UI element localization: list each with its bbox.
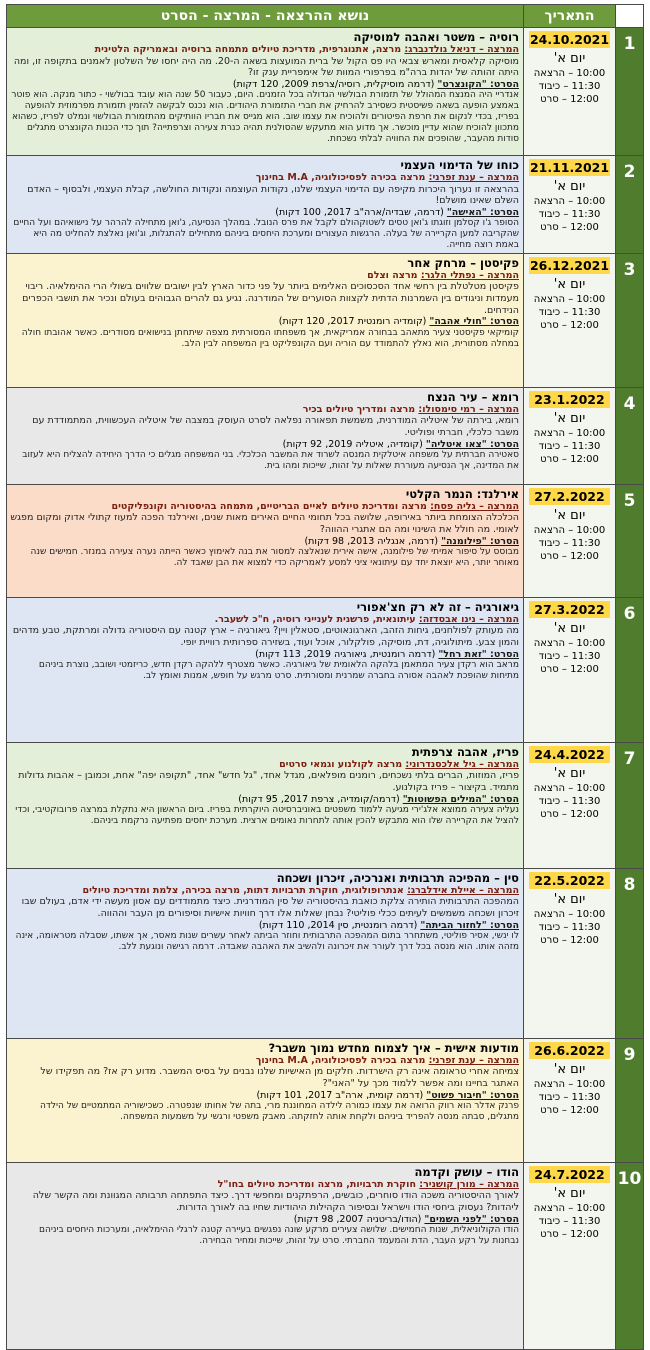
film-line [10, 207, 519, 219]
table-row [7, 1162, 644, 1349]
lecturer-info: מרצה ומדריכת טיולים לאיים הבריטיים, מתמחה בהיסטוריה וקונפליקטים [111, 500, 431, 512]
schedule-line: 12:00 – סרט [540, 550, 599, 562]
schedule-line: 12:00 – סרט [540, 222, 599, 233]
row-number: 2 [616, 156, 644, 254]
date-cell [524, 253, 616, 387]
day-label: יום א' [553, 179, 586, 194]
film-title: הסרט: "חולי אהבה" [429, 316, 519, 328]
lecturer-name: המרצה – נפתלי הלגר: [420, 269, 519, 281]
lecturer-info: אנתרופולוגית, חוקרת תרבויות דתות, מרצה בכירה, צלמת ומדריכת טיולים [82, 884, 408, 896]
schedule-line: 11:30 – כיבוד [538, 650, 601, 662]
lecturer-name: המרצה – איילת אידלברג: [407, 884, 519, 896]
film-line [10, 439, 519, 451]
film-title: הסרט: "הקונצרט" [437, 78, 519, 90]
row-number: 3 [616, 253, 644, 387]
date-cell [524, 742, 616, 868]
day-label: יום א' [553, 620, 586, 636]
schedule-line: 12:00 – סרט [540, 1104, 599, 1116]
lecturer-name: המרצה – מורן קושניר: [419, 1178, 519, 1190]
date-cell [524, 1162, 616, 1349]
lecturer-name: המרצה – גליה פסח: [430, 500, 519, 512]
schedule-line: 11:30 – כיבוד [538, 921, 601, 933]
table-row [7, 387, 644, 484]
date-cell [524, 484, 616, 597]
lecturer-name: המרצה – ענת זפרני: [428, 172, 519, 183]
lecturer-info: מרצה ומדריך טיולים בכיר [302, 403, 419, 415]
date-cell [524, 1038, 616, 1162]
topic-cell [7, 28, 524, 156]
film-meta: (דרמה רומנטית, גיאורגיה 2019, 113 דקות) [255, 648, 439, 660]
schedule-line: 11:30 – כיבוד [538, 795, 601, 807]
lecture-description: בהרצאה זו נערוך היכרות מקיפה עם הדימוי העצמי שלנו, נקודות העוצמה ונקודות החולשה, קבלת העצמי, ולבסוף – האדם השלם שאינו מושלם! [27, 183, 519, 207]
lecture-title: פקיסטן – מרחק אחר [407, 255, 519, 270]
table-row [7, 1038, 644, 1162]
schedule-line: 11:30 – כיבוד [538, 1091, 601, 1103]
table-row [7, 597, 644, 742]
day-label: יום א' [553, 1185, 586, 1201]
schedule-line: 12:00 – סרט [540, 934, 599, 946]
lecturer-line [10, 885, 519, 897]
film-title: הסרט: "זאת רחל" [438, 648, 519, 660]
row-number: 8 [616, 868, 644, 1038]
schedule-table [6, 4, 644, 1350]
film-title: הסרט: "פילומנה" [441, 535, 519, 547]
lecture-description: הכלכלה הצומחת ביותר באירופה, שלושה בכל תחומי החיים האירים מאות שנים, ואירלנד הפכה למעוז קתולי אדוק ומקום מפגש לאומי. מה חולל את השינוי ומה הם אתגרי ההווה? [10, 512, 519, 535]
film-line [10, 1090, 519, 1102]
schedule-line: 12:00 – סרט [540, 808, 599, 820]
lecturer-line [10, 44, 519, 56]
schedule-line: 11:30 – כיבוד [538, 440, 601, 452]
day-label: יום א' [553, 1061, 586, 1077]
schedule-line: 11:30 – כיבוד [538, 81, 601, 92]
schedule-line: 11:30 – כיבוד [538, 306, 601, 318]
lecture-title: מודעות אישית – איך לצמוח מחדש נמוך משבר? [268, 1040, 519, 1055]
topic-cell [7, 1162, 524, 1349]
film-line [10, 920, 519, 932]
lecturer-line [10, 1179, 519, 1191]
film-description: הסופר ג'ו קסלמן וזוגתו ג'ואן טסים לשטוקהולם לקבל את פרס הנובל. במהלך הנסיעה, ג'ואן מתחילה להרהר על נישואיהם ועל החיים שהקריבה למען הקריירה של בעלה. הרגשות העצורים ומערכת היחסים ביניהם מתחילים להתגלות, וג'ואן נאלצת להחליט מה היא באמת רוצה מחייה. [13, 218, 519, 250]
row-number: 6 [616, 597, 644, 742]
lecturer-line [10, 270, 519, 282]
lecture-title: רומא – עיר הנצח [427, 389, 519, 404]
lecture-description: לאורך ההיסטוריה משכה הודו סוחרים, כובשים, הרפתקנים ומחפשי דרך. כיצד התפתחה תרבותה המגוונת ומה הקשר שלה ליהדות? נעסוק ביחסי הודו וישראל ובסיפור הקהילות היהודיות שחיו בה לאורך הדורות. [32, 1190, 519, 1213]
lecturer-info: עיתונאית, פרשנית לענייני רוסיה, ח"כ לשעבר. [214, 613, 419, 625]
film-title: הסרט: "המילים הפשוטות" [402, 793, 519, 805]
film-title: הסרט: "לפני השמים" [424, 1213, 519, 1225]
topic-cell [7, 868, 524, 1038]
date-badge: 21.11.2021 [529, 160, 610, 175]
date-cell [524, 868, 616, 1038]
schedule-line: 12:00 – סרט [540, 663, 599, 675]
lecturer-name: המרצה – דניאל גולדנברג: [404, 44, 519, 55]
film-description: מבוסס על סיפור אמיתי של פילומנה, אישה אירית שנאלצה למסור את בנה לאימוץ כאשר הייתה נערה צעירה במנזר. חמישים שנה מאוחר יותר, היא יוצאת יחד עם עיתונאי ציני למסע לאמריקה כדי למצוא את הבן שאבד לה. [30, 547, 519, 568]
topic-cell [7, 1038, 524, 1162]
schedule-line: 10:00 – הרצאה [533, 524, 606, 536]
schedule-line: 12:00 – סרט [540, 94, 599, 105]
lecture-description: פקיסטן מטלטלת בין רחשי אחד הסכסוכים האלימים ביותר על פני כדור הארץ לבין ישובים שלווים בשולי הרי ההימלאיה. ריבוי מעמדות וניגודים בין השמרנות הדתית לקצוות הסוערים של המודרנה. נגיע גם להרים הגבוהים בעולם ונכיר את תושבי הכפרים הנידחים. [22, 281, 519, 316]
topic-cell [7, 253, 524, 387]
topic-cell [7, 742, 524, 868]
film-meta: (דרמה, שבדיה/ארה"ב 2017, 100 דקות) [275, 206, 447, 218]
film-meta: (דרמה מוסיקלית, רוסיה/צרפת 2009, 120 דקות) [232, 78, 438, 90]
film-line [10, 536, 519, 548]
date-badge: 24.10.2021 [529, 32, 610, 47]
schedule-line: 10:00 – הרצאה [533, 1202, 606, 1214]
date-badge: 26.12.2021 [529, 257, 610, 273]
film-description: אנדריי היה המנצח המהולל של תזמורת הבולשוי הגדולה בכל הזמנים. היום, כעבור 50 שנה הוא עובד בבולשוי - כתור מנקה. הוא פוטר באמצע הופעה בשאה פשיסטית כשסירב להרחיק את חברי התזמורת היהודים. הוא נכנס לבקשה להזמין תזמורת מפרמוזית להופעה בפריז, בכדי לנקום את חרפת הפיטורים ולהוכיח את עצמו שוב. הוא מגייס את חבריו הוותיקים מהתזמורת הבולשוי ונמלט לפריז, כשהוא מתכוון להוכיח שהוא עדיין מוכשר. אך מדוע הוא מתעקש שהסולנית תהיה כנרת צעירה וצרפתייה? תוך כדי הכנות הקונצרט מתגלים סודות מהעבר, שהופכים את החוויה לבלתי נשכחת. [11, 90, 519, 144]
date-badge: 24.7.2022 [529, 1166, 610, 1183]
lecture-description: המהפכה התרבותית הותירה צלקת כואבת בהיסטוריה של סין המודרנית. כיצד מתמודדים עם אסון מעשה ידי אדם, בעולם שבו זיכרון ושכחה משמשים לעיתים ככלי פוליטי? נבחן שאלות אלו דרך חוויות אישיות וסיפורים מן העבר וההווה. [21, 896, 519, 919]
schedule-line: 12:00 – סרט [540, 319, 599, 331]
schedule-line: 10:00 – הרצאה [533, 637, 606, 649]
schedule-line: 10:00 – הרצאה [533, 782, 606, 794]
lecture-description: מוסיקה קלאסית ומארש צבאי היו פס הקול של ברית המועצות בשאה ה-20. מה היה יחסו של השלטון לאמנים בתקופה זו, ומה היתה זהותה של יהדות ברה"מ בפרפורי המוות של אימפריית ענק זו? [13, 55, 519, 79]
lecturer-info: מרצה בכירה לפסיכולוגיה, M.A בחינוך [255, 172, 429, 183]
topic-cell [7, 156, 524, 254]
table-row [7, 253, 644, 387]
date-cell [524, 597, 616, 742]
table-row [7, 156, 644, 254]
lecturer-line [10, 172, 519, 184]
film-line [10, 316, 519, 328]
lecture-title: רוסיה – משטר ואהבה למוסיקה [353, 30, 519, 44]
table-row [7, 868, 644, 1038]
day-label: יום א' [553, 410, 586, 426]
film-description: מראב הוא רקדן צעיר המתאמן בלהקה הלאומית של גיאורגיה. כאשר מצטרף ללהקה רקדן חדש, כריזמטי ושובב, נוצרת ביניהם מתיחות שהופכת לאהבה אסורה בחברה שמרנית ומסורתית. סרט מרגש על חופש, אמנות ואומץ לב. [38, 660, 519, 681]
header-date: התאריך [524, 5, 616, 28]
row-number: 10 [616, 1162, 644, 1349]
lecturer-name: המרצה – ענת זפרני: [428, 1054, 519, 1066]
lecture-title: סין – מהפיכה תרבותית ואנרכיה, זיכרון ושכחה [276, 870, 519, 885]
film-title: הסרט: "האישה" [446, 206, 519, 218]
film-meta: (דרמה קומית, ארה"ב 2017, 101 דקות) [256, 1089, 427, 1101]
header-number-cell [616, 5, 644, 28]
topic-cell [7, 484, 524, 597]
schedule-line: 12:00 – סרט [540, 1228, 599, 1240]
lecture-title: פריז, אהבה צרפתית [411, 744, 519, 759]
lecturer-name: המרצה – נינו אבסדזה: [418, 613, 519, 625]
film-meta: (דרמה, אנגליה 2013, 98 דקות) [304, 535, 442, 547]
date-badge: 27.2.2022 [529, 488, 610, 505]
schedule-line: 11:30 – כיבוד [538, 209, 601, 220]
row-number: 4 [616, 387, 644, 484]
date-badge: 22.5.2022 [529, 872, 610, 889]
lecture-title: גיאורגיה – זה לא רק חצ'אפורי [356, 599, 519, 614]
lecturer-info: מרצה בכירה לפסיכולוגיה, M.A בחינוך [255, 1054, 429, 1066]
table-row [7, 742, 644, 868]
film-line [10, 79, 519, 91]
lecture-title: הודו – עושק וקדמה [414, 1164, 519, 1179]
film-title: הסרט: "לחזור הביתה" [420, 919, 519, 931]
film-description: פרנק אדלר הוא רווק הרואה את עצמו כמורה לילדה המחוננת מרי, בתה של אחותו שנפטרה. כשכישוריה המתמטיים של הילדה מתגלים, סבתה מנסה להפריד ביניהם ולקחת אותה לחזקתה. מאבק משפטי ורגשי על משמעות המשפחה. [40, 1101, 519, 1122]
schedule-line: 10:00 – הרצאה [533, 293, 606, 305]
film-meta: (קומדיה, איטליה 2019, 92 דקות) [282, 438, 426, 450]
lecture-description: פריז, המוזות, הברים בלתי נשכחים, רומנים מופלאים, מגדל אחד, "גל חדש" אחד, "תקופה יפה" אחת, וכמובן – אהבות גדולות מתמיד. בקיצור – פריז בקולנוע. [18, 770, 519, 793]
lecture-title: כוחו של הדימוי העצמי [400, 158, 519, 172]
lecturer-name: המרצה – גיל אלכסנדרוני: [405, 758, 519, 770]
lecturer-line [10, 501, 519, 513]
film-title: הסרט: "צאו איטליה" [425, 438, 519, 450]
schedule-line: 10:00 – הרצאה [533, 1078, 606, 1090]
lecture-title: אירלנד: הנמר הקלטי [405, 486, 519, 501]
lecturer-line [10, 1055, 519, 1067]
film-meta: (הודו/בריטניה 2007, 98 דקות) [293, 1213, 425, 1225]
film-line [10, 649, 519, 661]
film-meta: (דרמה/קומדיה, צרפת 2017, 95 דקות) [238, 793, 403, 805]
lecturer-info: מרצה וצלם [367, 269, 421, 281]
date-badge: 27.3.2022 [529, 601, 610, 618]
film-description: קומיקאי פקיסטני צעיר מתאהב בבחורה אמריקאית, אך משפחתו המסורתית מצפה שיתחתן בנישואים מסודרים. כאשר אהובתו חולה במחלה מסתורית, הוא נאלץ להתמודד עם הוריה ועם הקונפליקט בין המשפחה לבין הלב. [21, 327, 519, 349]
table-row [7, 484, 644, 597]
lecture-description: רומא, בירתה של איטליה המודרנית, משמשת תפאורה נפלאה לסרט העוסק במצבה של איטליה העכשווית, המתמודדת עם משבר כלכלי, חברתי ופוליטי. [32, 415, 519, 438]
row-number: 1 [616, 28, 644, 156]
schedule-line: 10:00 – הרצאה [533, 196, 606, 207]
day-label: יום א' [553, 765, 586, 781]
day-label: יום א' [553, 276, 586, 292]
row-number: 7 [616, 742, 644, 868]
film-description: הודו הקולוניאלית, שנות החמישים. שלושה צעירים מרקע שונה נפגשים בעיירה קטנה לרגלי ההימלאיה, ומערכות היחסים ביניהם נבחנות על רקע העבר, הדת והמעמד החברתי. סרט על זהות, שייכות ומחיר הבחירה. [39, 1225, 519, 1246]
schedule-line: 11:30 – כיבוד [538, 537, 601, 549]
film-meta: (דרמה רומנטית, סין 2014, 110 דקות) [258, 919, 421, 931]
lecturer-name: המרצה – רמי סימסולו: [418, 403, 519, 415]
schedule-line: 12:00 – סרט [540, 453, 599, 465]
day-label: יום א' [553, 507, 586, 523]
day-label: יום א' [553, 891, 586, 907]
lecturer-info: מרצה, אתנוגרפית, מדריכת טיולים מתמחה ברוסיה ובאמריקה הלטינית [94, 44, 405, 55]
date-badge: 24.4.2022 [529, 746, 610, 763]
schedule-line: 10:00 – הרצאה [533, 427, 606, 439]
film-title: הסרט: "חיבור פשוט" [426, 1089, 519, 1101]
header-row [7, 5, 644, 28]
film-line [10, 794, 519, 806]
date-cell [524, 156, 616, 254]
film-description: נעליה צעירה ממוצא אלג'ירי מגיעה ללמוד משפטים באוניברסיטה היוקרתית בפריז. ביום הראשון היא נתקלת במרצה פרובוקטיבי, וכדי להציל את הקריירה שלו הוא מתבקש להכין אותה לתחרות נאומים ארצית. מערכת יחסים מפתיעה נרקמת ביניהם. [15, 805, 519, 826]
topic-cell [7, 597, 524, 742]
schedule-line: 11:30 – כיבוד [538, 1215, 601, 1227]
date-badge: 23.1.2022 [529, 391, 610, 408]
day-label: יום א' [553, 51, 586, 66]
row-number: 9 [616, 1038, 644, 1162]
film-line [10, 1214, 519, 1226]
topic-cell [7, 387, 524, 484]
table-row [7, 28, 644, 156]
lecture-description: צמיחה אחרי טראומה אינה רק הישרדות. חלקים מן האישיות שלנו נבנים על בסיס המשבר. מדוע רק אז? מה תפקידו של האתגר בחיינו ומה אפשר ללמוד מכך על "האני"? [40, 1066, 519, 1089]
lecturer-line [10, 614, 519, 626]
film-meta: (קומדיה רומנטית 2017, 120 דקות) [278, 316, 430, 328]
lecturer-info: חוקרת תרבויות, מרצה ומדריכת טיולים בחו"ל [217, 1178, 420, 1190]
film-description: לו ינשי, אסיר פוליטי, משתחרר בתום המהפכה התרבותית וחוזר הביתה לאחר עשרים שנות מאסר, אך אשתו, שסבלה מטראומה, אינה מזהה אותו. הוא מנסה בכל דרך לעורר את זיכרונה ולהשיב את האהבה שאבדה. דרמה רגישה ונוגעת ללב. [15, 931, 519, 952]
lecture-description: מה מעותק לפולחנים, גיחות הזהב, הארגונאוטים, סטאלין ויין? גיאורגיה – ארץ קטנה עם היסטוריה גדולה ומרתקת, טבע מדהים והמון צבע. מיתולוגיה, דת, מוסיקה, פולקלור, אוכל ועוד, בשזירה ספרותית רוויית יופי. [12, 625, 519, 648]
lecturer-line [10, 404, 519, 416]
film-description: סאטירה חברתית על משפחה איטלקית המנסה לשרוד את המשבר הכלכלי. בני המשפחה מגלים כי הדרך היחידה להצליח היא לעזוב את המדינה, אך הנסיעה מעוררת שאלות על זהות, שייכות ומהו בית. [22, 450, 519, 471]
lecturer-line [10, 759, 519, 771]
date-cell [524, 28, 616, 156]
row-number: 5 [616, 484, 644, 597]
schedule-line: 10:00 – הרצאה [533, 68, 606, 79]
date-cell [524, 387, 616, 484]
lecturer-info: מרצה לקולנוע וגמאי סרטים [279, 758, 406, 770]
header-topic: נושא ההרצאה - המרצה - הסרט [7, 5, 524, 28]
date-badge: 26.6.2022 [529, 1042, 610, 1059]
schedule-line: 10:00 – הרצאה [533, 908, 606, 920]
